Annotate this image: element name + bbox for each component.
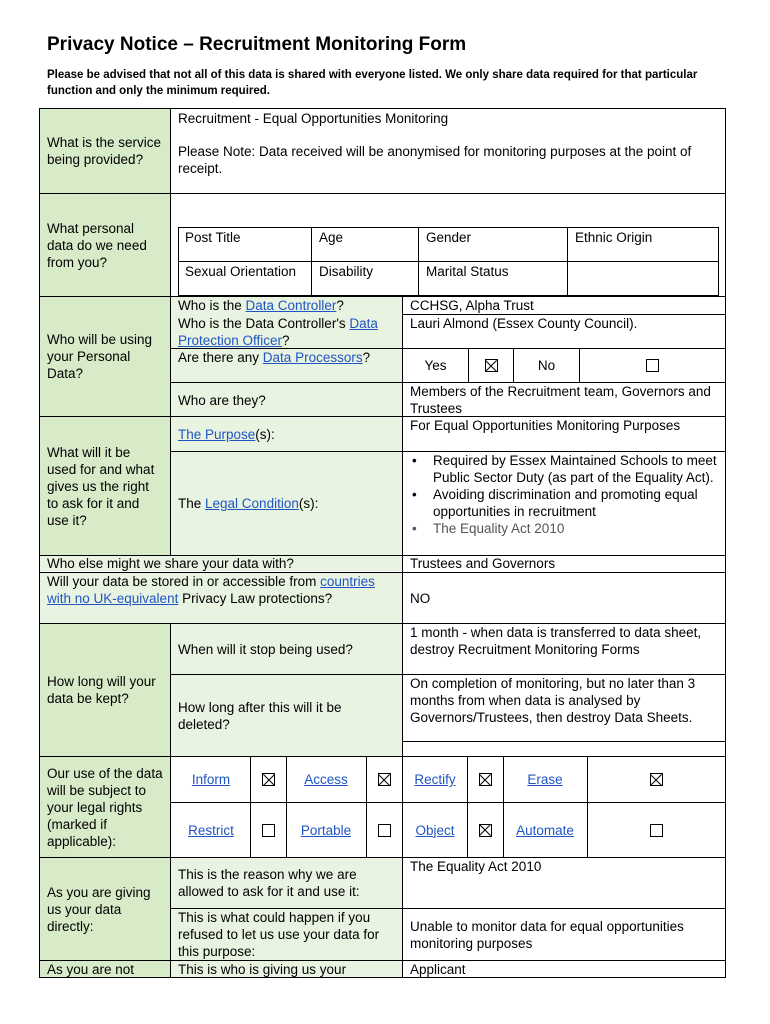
legal-condition-link[interactable]: Legal Condition [205,496,299,511]
personal-data-question: What personal data do we need from you? [47,220,147,270]
page-title: Privacy Notice – Recruitment Monitoring Form [47,34,467,55]
service-note: Please Note: Data received will be anonymised for monitoring purposes at the point of receipt. [178,144,692,176]
right-checkbox[interactable] [378,824,391,837]
right-label[interactable]: Rectify [414,772,456,787]
right-access-checkbox-cell[interactable] [366,757,402,802]
right-checkbox[interactable] [262,773,275,786]
yes-checkbox[interactable] [485,359,498,372]
right-portable-checkbox-cell[interactable] [366,803,402,857]
stop-question: When will it stop being used? [178,641,353,657]
right-inform-link[interactable] [171,757,251,802]
no-checkbox-cell[interactable] [580,349,725,382]
direct-question: As you are giving us your data directly: [47,884,151,934]
yes-checkbox-cell[interactable] [469,349,513,382]
controller-answer: CCHSG, Alpha Trust [410,298,534,313]
purpose-label: The Purpose(s): [178,426,275,442]
reason-question: This is the reason why we are allowed to ask for it and use it: [178,867,360,899]
right-restrict-checkbox-cell[interactable] [251,803,286,857]
right-restrict-link[interactable] [171,803,251,857]
list-item: • Required by Essex Maintained Schools to meet Public Sector Duty (as part of the Equality Act). [412,453,717,485]
right-erase-checkbox-cell[interactable] [587,757,725,802]
personal-data-item: Disability [319,264,374,279]
personal-data-item: Sexual Orientation [185,264,297,279]
refuse-answer: Unable to monitor data for equal opportunities monitoring purposes [410,918,684,951]
right-checkbox[interactable] [650,824,663,837]
purpose-link[interactable]: The Purpose [178,426,256,442]
right-rectify-checkbox-cell[interactable] [467,757,503,802]
who-are-they-question: Who are they? [178,392,266,408]
list-item: • The Equality Act 2010 [412,521,565,536]
who-giving-answer: Applicant [410,962,466,977]
stop-answer: 1 month - when data is transferred to data sheet, destroy Recruitment Monitoring Forms [410,625,702,657]
yes-label: Yes [424,358,447,373]
right-erase-link[interactable] [503,757,587,802]
right-label[interactable]: Object [415,822,455,838]
right-object-checkbox-cell[interactable] [467,803,503,857]
processors-question: Are there any Data Processors? [178,350,371,365]
reason-answer: The Equality Act 2010 [410,859,542,874]
no-checkbox[interactable] [646,359,659,372]
right-automate-checkbox-cell[interactable] [587,803,725,857]
personal-data-item: Post Title [185,230,241,245]
right-access-link[interactable] [286,757,366,802]
right-checkbox[interactable] [479,824,492,837]
right-checkbox[interactable] [479,773,492,786]
share-question: Who else might we share your data with? [47,556,294,571]
personal-data-item [568,261,718,295]
delete-answer: On completion of monitoring, but no later than 3 months from when data is analysed by Governors/Trustees, then destroy Data Sheets. [410,676,696,725]
purpose-answer: For Equal Opportunities Monitoring Purposes [410,418,681,433]
data-controller-link[interactable]: Data Controller [245,298,337,313]
using-question: Who will be using your Personal Data? [47,332,153,381]
stored-question: Will your data be stored in or accessible from countries with no UK-equivalent Privacy Law protections? [47,574,375,606]
dpo-link[interactable]: Data Protection Officer [178,316,378,348]
legal-label: The Legal Condition(s): [178,496,319,511]
service-title: Recruitment - Equal Opportunities Monitoring [178,111,449,126]
stored-answer: NO [410,590,431,606]
right-label[interactable]: Automate [516,822,574,838]
uk-equivalent-link[interactable]: countries with no UK-equivalent [47,574,375,606]
service-question: What is the service being provided? [47,135,162,167]
right-label[interactable]: Erase [527,772,563,787]
data-processors-link[interactable]: Data Processors [262,350,363,365]
no-label: No [537,358,556,373]
who-are-they-answer: Members of the Recruitment team, Governors and Trustees [410,384,711,416]
right-portable-link[interactable] [286,803,366,857]
right-automate-link[interactable] [503,803,587,857]
personal-data-item: Age [319,230,344,245]
legal-bullets [403,452,725,555]
right-checkbox[interactable] [378,773,391,786]
not-direct-question: As you are not [47,962,135,977]
dpo-question: Who is the Data Controller's Data Protection Officer? [178,316,378,348]
page-notice: Please be advised that not all of this data is shared with everyone listed. We only share data required for that particular function and only the minimum required. [47,69,698,97]
right-object-link[interactable] [403,803,467,857]
right-checkbox[interactable] [262,824,275,837]
refuse-question: This is what could happen if you refused to let us use your data for this purpose: [178,910,380,959]
dpo-answer: Lauri Almond (Essex County Council). [410,316,638,331]
right-label[interactable]: Inform [191,772,231,787]
list-item: • Avoiding discrimination and promoting equal opportunities in recruitment [412,487,698,519]
kept-question: How long will your data be kept? [47,674,156,706]
personal-data-item: Gender [426,230,472,245]
purpose-question: What will it be used for and what gives us the right to ask for it and use it? [47,444,155,528]
right-rectify-link[interactable] [403,757,467,802]
right-inform-checkbox-cell[interactable] [251,757,286,802]
delete-question: How long after this will it be deleted? [178,699,342,732]
personal-data-item: Ethnic Origin [575,230,653,245]
share-answer: Trustees and Governors [410,556,556,571]
right-label[interactable]: Portable [300,822,352,838]
rights-question: Our use of the data will be subject to your legal rights (marked if applicable): [47,765,163,849]
personal-data-item: Marital Status [426,264,509,279]
controller-question: Who is the Data Controller? [178,298,344,313]
who-giving-question: This is who is giving us your [178,962,347,977]
right-label[interactable]: Restrict [188,822,234,838]
right-checkbox[interactable] [650,773,663,786]
right-label[interactable]: Access [304,772,348,787]
